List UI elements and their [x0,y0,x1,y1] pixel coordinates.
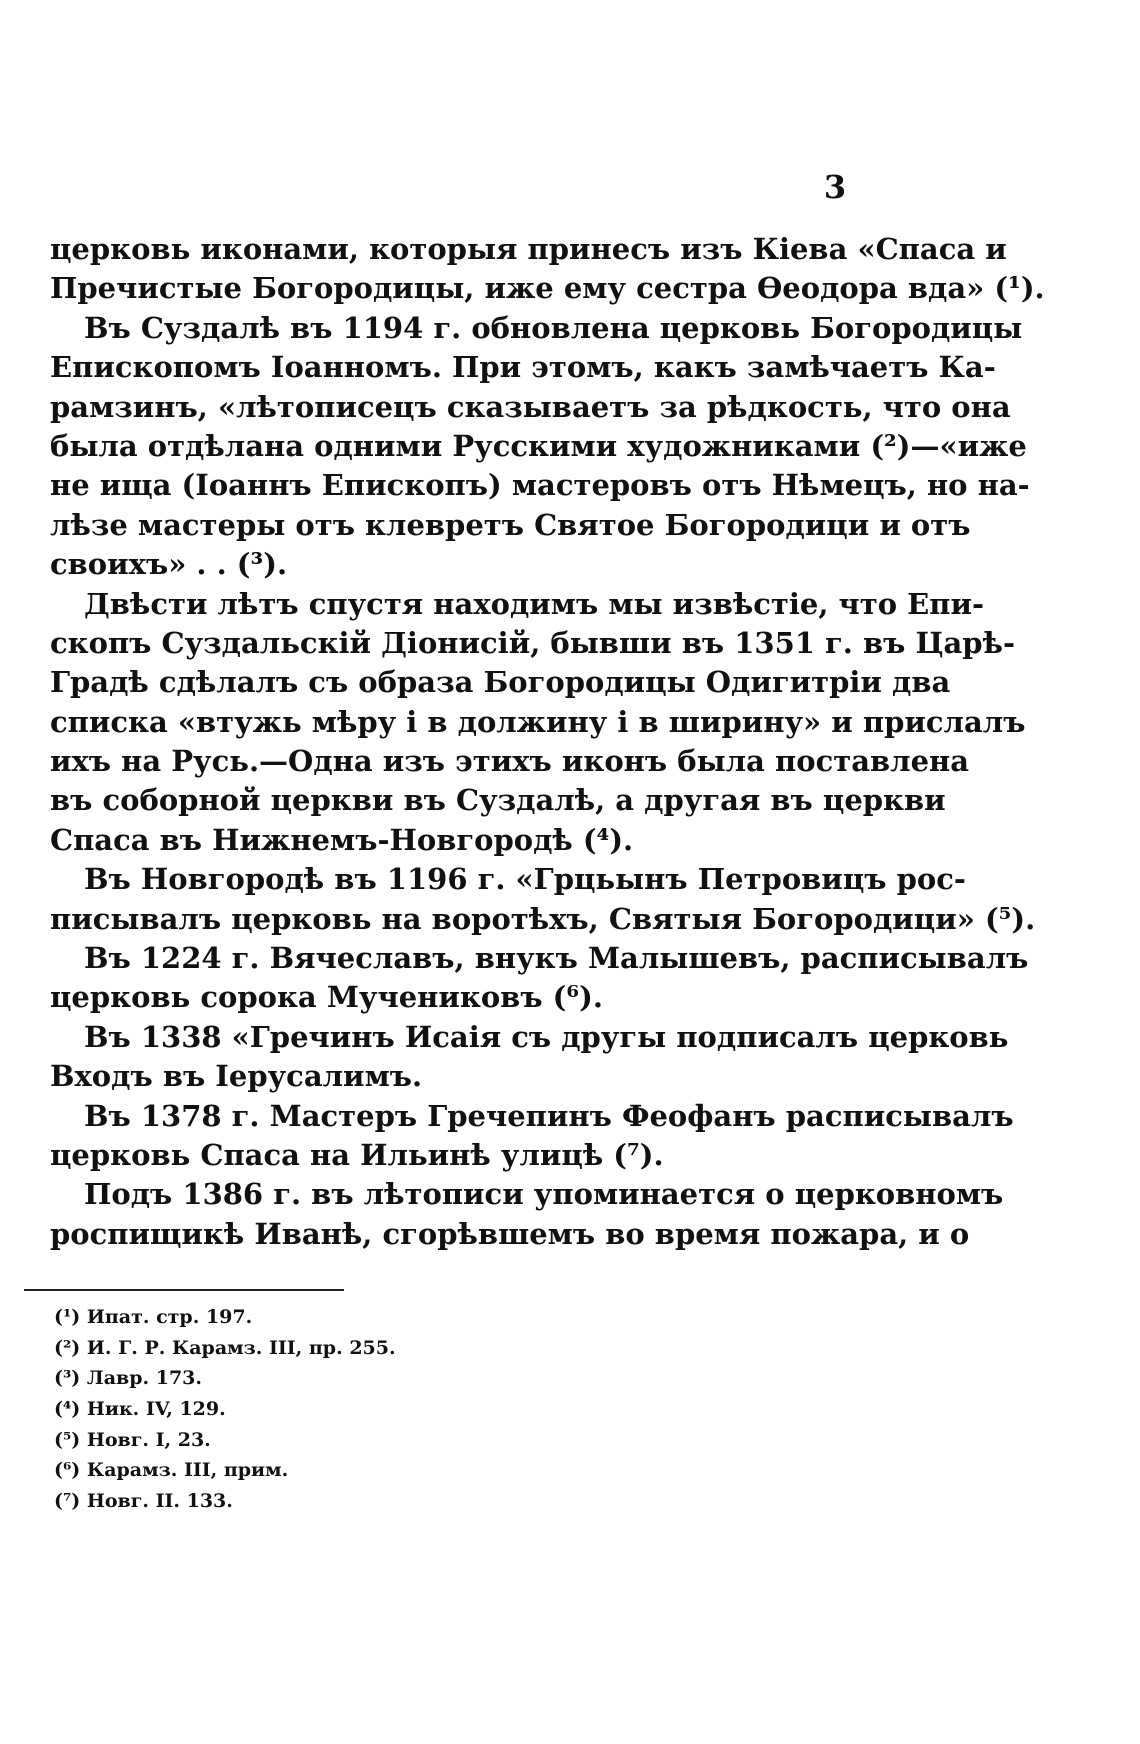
text-line: Спаса въ Нижнемъ-Новгородѣ (⁴). [50,822,634,857]
text-line: Градѣ сдѣлалъ съ образа Богородицы Одигитріи два [50,665,951,700]
text-line: Въ 1338 «Гречинъ Исаія съ другы подписалъ церковь [84,1019,1009,1054]
footnote: (²) И. Г. Р. Карамз. III, пр. 255. [54,1336,396,1359]
text-line: рамзинъ, «лѣтописецъ сказываетъ за рѣдкость, что она [50,389,1011,424]
footnote: (¹) Ипат. стр. 197. [54,1306,253,1328]
text-line: Въ Суздалѣ въ 1194 г. обновлена церковь Богородицы [84,310,1023,345]
text-line: Въ 1378 г. Мастеръ Гречепинъ Феофанъ расписывалъ [84,1098,1014,1133]
text-line: Епископомъ Іоанномъ. При этомъ, какъ замѣчаетъ Ка- [50,350,996,385]
text-line: своихъ» . . (³). [50,547,288,582]
text-line: Входъ въ Іерусалимъ. [50,1059,423,1094]
text-line: Въ 1224 г. Вячеславъ, внукъ Малышевъ, расписывалъ [84,941,1029,976]
text-line: въ соборной церкви въ Суздалѣ, а другая въ церкви [50,783,946,818]
text-line: скопъ Суздальскій Діонисій, бывши въ 1351 г. въ Царѣ- [50,625,1016,660]
footnote: (⁴) Ник. IV, 129. [54,1398,226,1421]
page-number: 3 [823,168,847,206]
text-line: церковь Спаса на Ильинѣ улицѣ (⁷). [50,1137,664,1172]
text-line: Подъ 1386 г. въ лѣтописи упоминается о церковномъ [84,1177,1004,1212]
footnote: (³) Лавр. 173. [54,1367,203,1390]
text-line: была отдѣлана одними Русскими художниками (²)—«иже [50,428,1027,463]
text-line: Двѣсти лѣтъ спустя находимъ мы извѣстіе, что Епи- [84,586,985,621]
body-text [50,230,1045,1254]
text-line: церковь сорока Мучениковъ (⁶). [50,980,603,1015]
text-line: списка «втужь мѣру і в должину і в ширину» и прислалъ [50,704,1026,739]
text-line: лѣзе мастеры отъ клевретъ Святое Богородици и отъ [50,507,971,542]
footnotes [54,1302,554,1517]
footnote-rule [24,1289,344,1291]
footnote: (⁵) Новг. I, 23. [54,1428,211,1451]
text-line: церковь иконами, которыя принесъ изъ Кіева «Спаса и [50,232,1007,266]
footnote: (⁷) Новг. II. 133. [54,1490,233,1513]
text-line: не ища (Іоаннъ Епископъ) мастеровъ отъ Нѣмецъ, но на- [50,468,1030,503]
footnote: (⁶) Карамз. III, прим. [54,1459,289,1482]
text-line: писывалъ церковь на воротѣхъ, Святыя Богородици» (⁵). [50,901,1036,936]
text-line: Въ Новгородѣ въ 1196 г. «Грцьынъ Петровицъ рос- [84,862,966,897]
text-line: роспищикѣ Иванѣ, сгорѣвшемъ во время пожара, и о [50,1216,970,1251]
text-line: ихъ на Русь.—Одна изъ этихъ иконъ была поставлена [50,744,970,779]
text-line: Пречистые Богородицы, иже ему сестра Өеодора вда» (¹). [50,271,1045,306]
